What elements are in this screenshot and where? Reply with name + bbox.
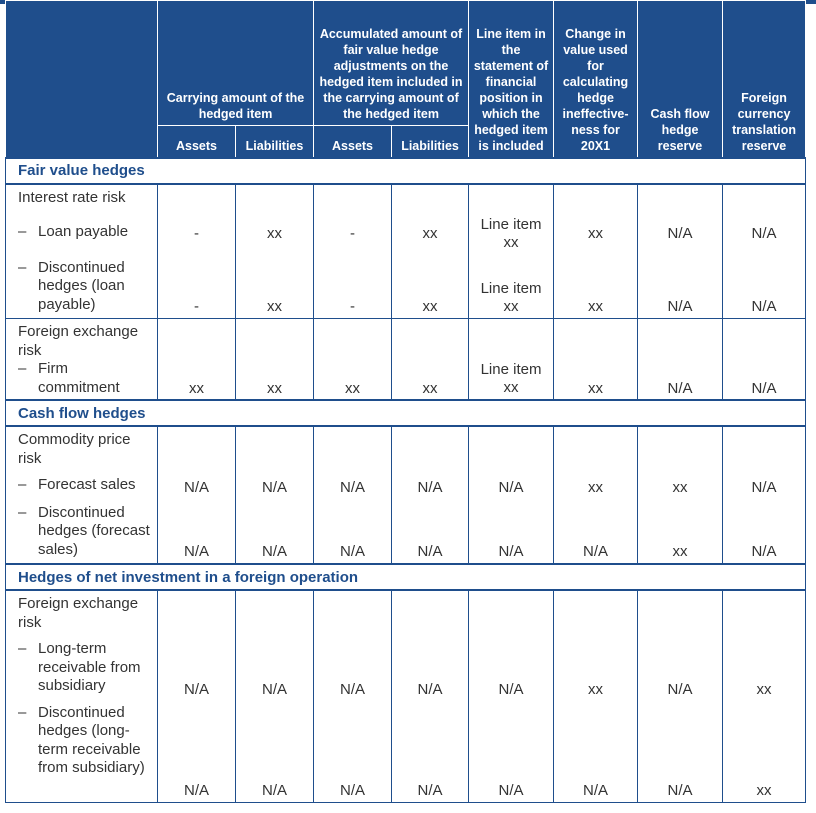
table-cell: xx N/A (554, 590, 638, 802)
risk-label: Interest rate risk (18, 188, 126, 206)
subheader-assets-accumulated: Assets (314, 126, 392, 158)
table-cell: Line item xx (469, 319, 554, 401)
dash-bullet: – (18, 360, 27, 377)
table-cell: N/A N/A (158, 426, 236, 564)
subheader-assets-carrying: Assets (158, 126, 236, 158)
list-item (18, 504, 153, 560)
header-carrying-amount: Carrying amount of the hedged item (158, 1, 314, 126)
header-accumulated-adjustments: Accumulated amount of fair value hedge adjustments on the hedged item included in the carrying amount of the hedged item (314, 1, 469, 126)
table-cell: N/A N/A (392, 426, 469, 564)
dash-bullet: – (18, 503, 27, 521)
header-blank-cell (6, 1, 158, 158)
dash-bullet: – (18, 476, 27, 493)
table-cell: N/A N/A (314, 426, 392, 564)
row-label-foreign-exchange-risk (6, 319, 158, 401)
table-cell: - - (158, 184, 236, 319)
item-label-long-term-receivable: Long-term receivable from subsidiary (38, 640, 141, 694)
list-item (18, 704, 153, 778)
table-cell: xx (392, 319, 469, 401)
item-label-firm-commitment: Firm commitment (38, 360, 120, 396)
table-cell: N/A N/A (469, 426, 554, 564)
table-cell: xx xx (392, 184, 469, 319)
dash-bullet: – (18, 223, 27, 240)
section-net-investment-hedges: Hedges of net investment in a foreign operation (6, 564, 806, 590)
table-cell: N/A N/A (638, 590, 723, 802)
table-cell: xx N/A (554, 426, 638, 564)
list-item (18, 476, 153, 495)
list-item (18, 360, 153, 397)
item-label-forecast-sales: Forecast sales (38, 476, 136, 493)
table-cell: Line item xx Line item xx (469, 184, 554, 319)
list-item (18, 640, 153, 696)
table-cell: N/A N/A (314, 590, 392, 802)
item-label-discontinued-loan: Discontinued hedges (loan payable) (38, 258, 125, 313)
table-cell: xx (236, 319, 314, 401)
header-line-item: Line item in the statement of financial position in which the hedged item is included (469, 1, 554, 158)
table-cell: N/A N/A (392, 590, 469, 802)
table-cell: - - (314, 184, 392, 319)
list-item (18, 223, 153, 242)
table-cell: N/A (723, 319, 806, 401)
table-cell: xx xx (236, 184, 314, 319)
table-cell: xx (158, 319, 236, 401)
hedge-disclosure-table-container (5, 0, 805, 805)
dash-bullet: – (18, 640, 27, 657)
row-label-foreign-exchange-risk-2 (6, 590, 158, 802)
table-cell: xx (554, 319, 638, 401)
item-label-discontinued-long-term-receivable: Discontinued hedges (long-term receivable from subsidiary) (38, 703, 145, 776)
header-cash-flow-hedge-reserve: Cash flow hedge reserve (638, 1, 723, 158)
risk-label: Commodity price risk (18, 431, 131, 467)
dash-bullet: – (18, 703, 27, 721)
item-label-discontinued-forecast-sales: Discontinued hedges (forecast sales) (38, 503, 150, 558)
table-cell: N/A N/A (158, 590, 236, 802)
table-cell: xx (314, 319, 392, 401)
risk-label: Foreign exchange risk (18, 595, 139, 631)
table-cell: N/A N/A (723, 184, 806, 319)
table-cell: xx xx (554, 184, 638, 319)
hedge-disclosure-table (5, 0, 806, 803)
table-cell: N/A N/A (723, 426, 806, 564)
header-fx-translation-reserve: Foreign currency translation reserve (723, 1, 806, 158)
row-label-interest-rate-risk (6, 184, 158, 319)
table-cell: xx xx (723, 590, 806, 802)
risk-label: Foreign exchange risk (18, 323, 139, 359)
table-cell: N/A N/A (236, 426, 314, 564)
table-cell: N/A N/A (638, 184, 723, 319)
table-cell: N/A (638, 319, 723, 401)
item-label-loan-payable: Loan payable (38, 223, 129, 240)
row-label-commodity-price-risk (6, 426, 158, 564)
subheader-liabilities-carrying: Liabilities (236, 126, 314, 158)
section-cash-flow-hedges: Cash flow hedges (6, 400, 806, 426)
table-cell: xx xx (638, 426, 723, 564)
section-fair-value-hedges: Fair value hedges (6, 158, 806, 184)
table-cell: N/A N/A (469, 590, 554, 802)
subheader-liabilities-accumulated: Liabilities (392, 126, 469, 158)
table-cell: N/A N/A (236, 590, 314, 802)
list-item (18, 259, 153, 315)
dash-bullet: – (18, 258, 27, 276)
header-change-in-value: Change in value used for calculating hedge ineffective-ness for 20X1 (554, 1, 638, 158)
